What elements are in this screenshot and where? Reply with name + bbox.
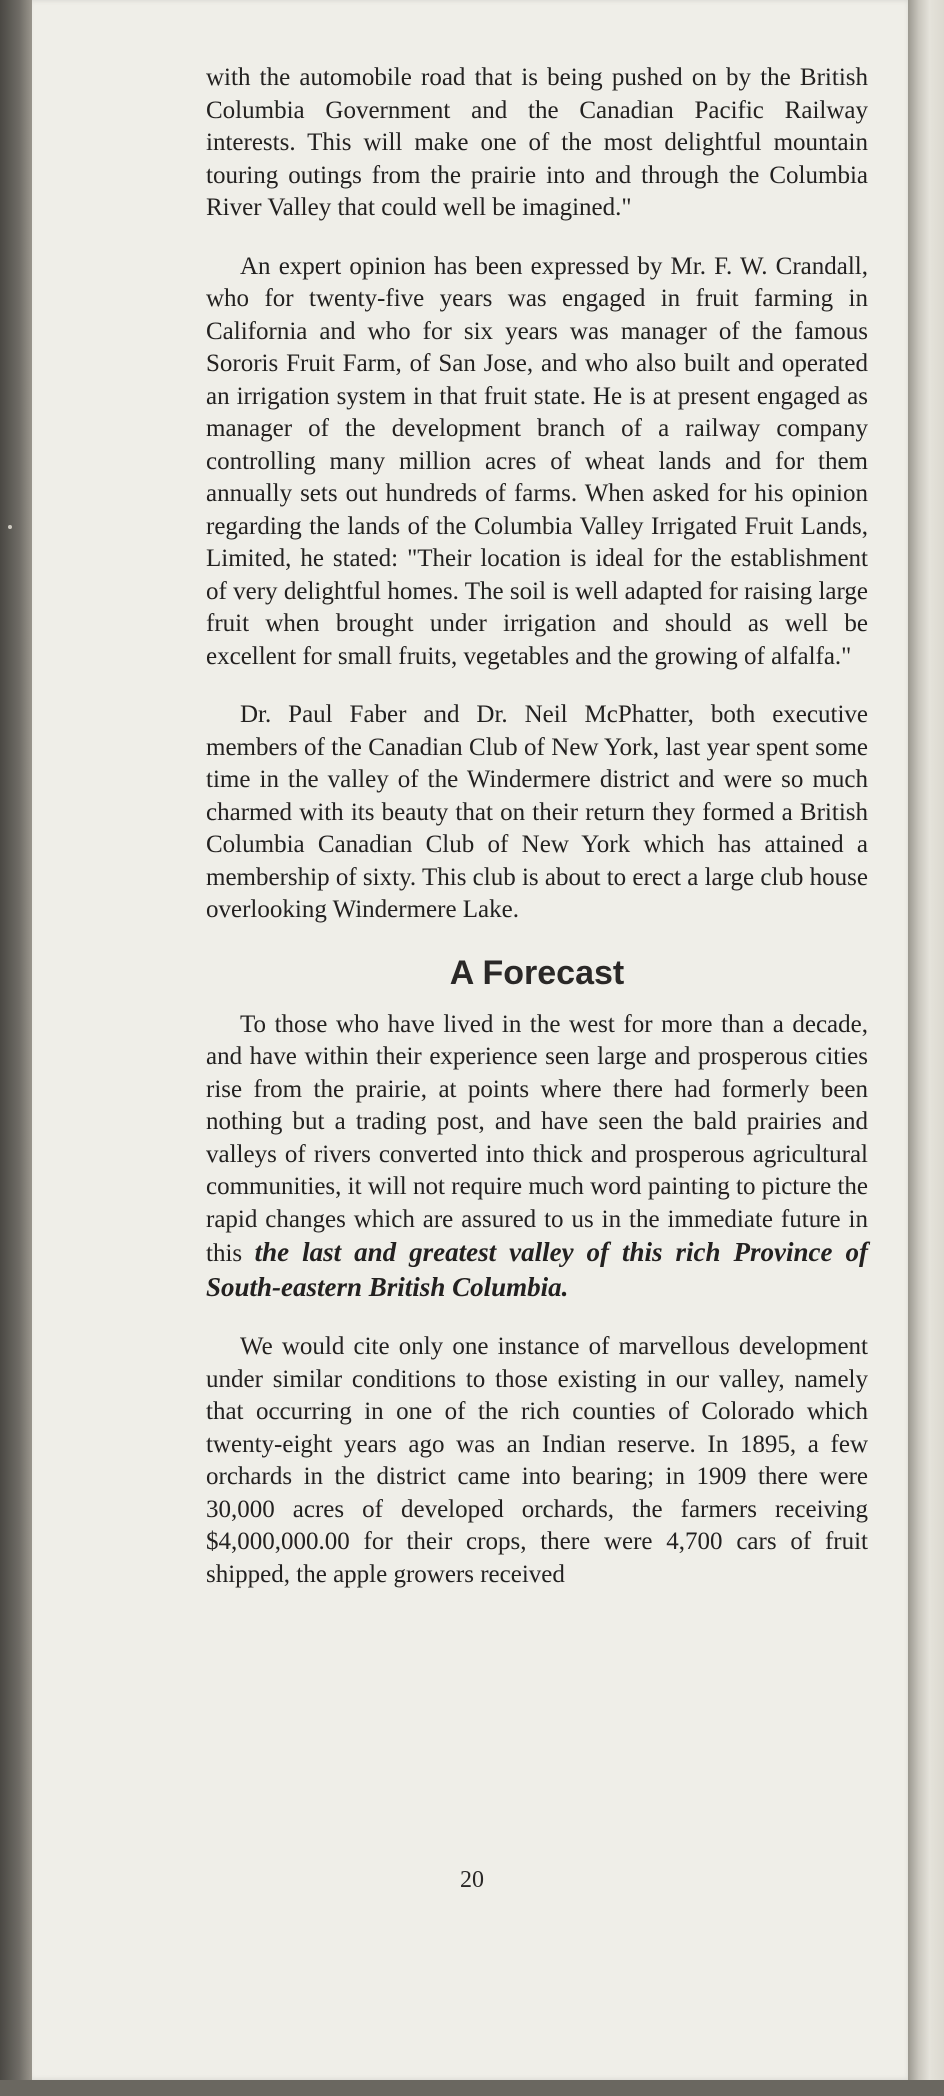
forecast-emphasis: the last and greatest valley of this rich Province of South-eastern British Columbia. [206, 1237, 868, 1302]
paragraph-colorado-example: We would cite only one instance of marvellous development under similar conditions to those existing in our valley, namely that occurring in one of the rich counties of Colorado which twenty-eight years ago was an Indian reserve. In 1895, a few orchards in the district came into bearing; in 1909 there were 30,000 acres of developed orchards, the farmers receiving $4,000,000.00 for their crops, there were 4,700 cars of fruit shipped, the apple growers received [206, 1333, 868, 1588]
section-heading: A Forecast [449, 953, 625, 992]
paragraph-forecast [206, 1009, 868, 1306]
forecast-text: To those who have lived in the west for more than a decade, and have within their experience seen large and prosperous cities rise from the prairie, at points where there had formerly been nothing but a trading post, and have seen the bald prairies and valleys of rivers converted into thick and prosperous agricultural communities, it will not require much word painting to picture the rapid changes which are assured to us in the immediate future in this [206, 1010, 868, 1267]
page-sheet [32, 0, 912, 2080]
page-right-margin-strip [908, 0, 944, 2096]
paragraph-road-quote: with the automobile road that is being pushed on by the British Columbia Government and the Canadian Pacific Railway interests. This will make one of the most delightful mountain touring outings from the prairie into and through the Columbia River Valley that could well be imagined." [206, 64, 868, 221]
paragraph-crandall-opinion: An expert opinion has been expressed by Mr. F. W. Crandall, who for twenty-five years was engaged in fruit farming in California and who for six years was manager of the famous Sororis Fruit Farm, of San Jose, and who also built and operated an irrigation system in that fruit state. He is at present engaged as manager of the development branch of a railway company controlling many million acres of wheat lands and for them annually sets out hundreds of farms. When asked for his opinion regarding the lands of the Columbia Valley Irrigated Fruit Lands, Limited, he stated: "Their location is ideal for the establishment of very delightful homes. The soil is well adapted for raising large fruit when brought under irrigation and should as well be excellent for small fruits, vegetables and the growing of alfalfa." [206, 252, 868, 670]
paragraph-canadian-club: Dr. Paul Faber and Dr. Neil McPhatter, both executive members of the Canadian Club of New York, last year spent some time in the valley of the Windermere district and were so much charmed with its beauty that on their return they formed a British Columbia Canadian Club of New York which has attained a membership of sixty. This club is about to erect a large club house overlooking Windermere Lake. [206, 701, 868, 923]
page-number: 20 [460, 1867, 484, 1893]
book-spine-edge [0, 0, 32, 2096]
dust-speck [8, 525, 12, 529]
scan-bottom-edge [0, 2080, 944, 2096]
body-text [206, 62, 868, 1617]
